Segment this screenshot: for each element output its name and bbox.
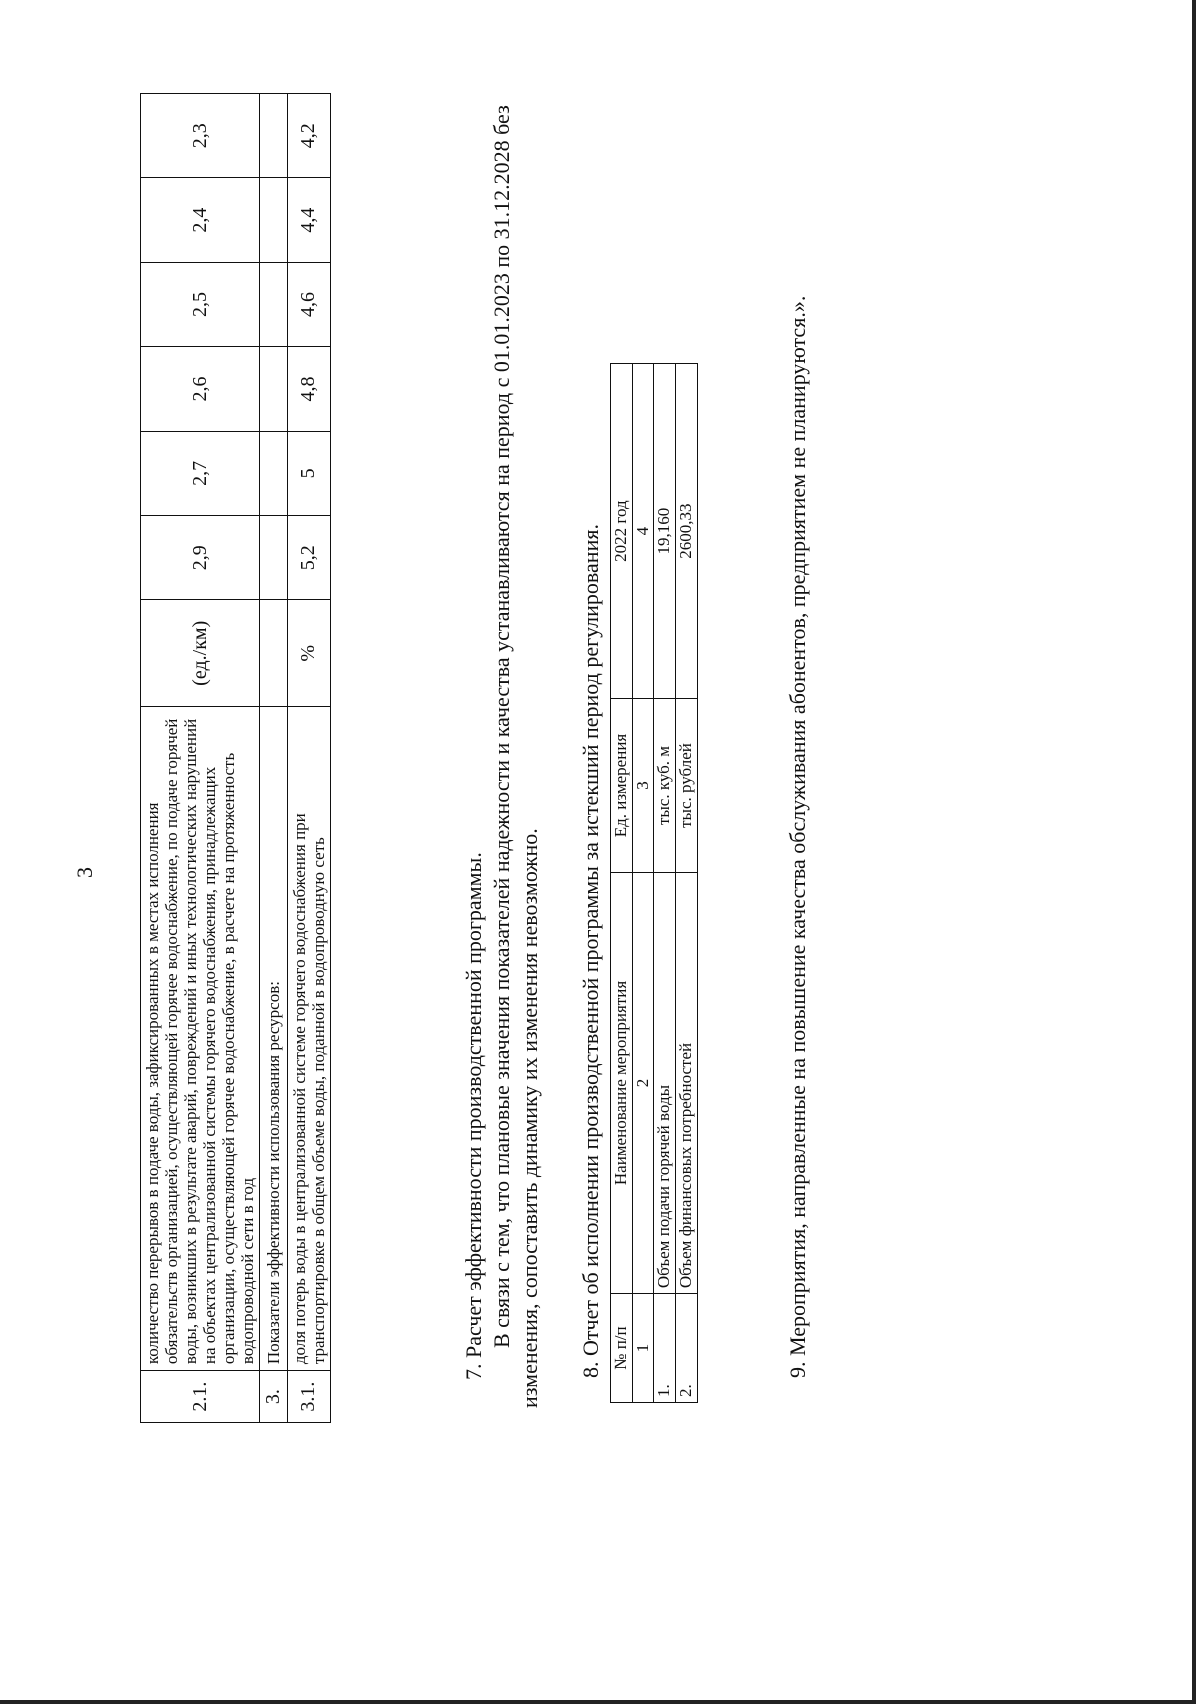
row-value — [260, 178, 287, 262]
table-row — [676, 364, 698, 1403]
row-unit: тыс. куб. м — [654, 699, 676, 873]
row-value: 4,8 — [287, 347, 330, 431]
section-7 — [460, 68, 544, 1408]
page-number: 3 — [72, 867, 97, 878]
row-value: 4,2 — [287, 94, 330, 178]
table-index-row — [632, 364, 654, 1403]
row-value: 2,9 — [141, 516, 260, 600]
row-name: Объем подачи горячей воды — [654, 872, 676, 1293]
row-number: 2. — [676, 1294, 698, 1403]
row-value — [260, 516, 287, 600]
table-row — [260, 94, 287, 1423]
row-value: 2,3 — [141, 94, 260, 178]
section-7-heading: 7. Расчет эффективности производственной программы. — [461, 852, 486, 1380]
section-9: 9. Мероприятия, направленные на повышение качества обслуживания абонентов, предприятием не планируются.». — [785, 295, 810, 1378]
row-value: 2600,33 — [676, 364, 698, 699]
row-value: 4,4 — [287, 178, 330, 262]
row-value: 5,2 — [287, 516, 330, 600]
column-header: Ед. измерения — [611, 699, 633, 873]
table-row — [141, 94, 260, 1423]
table-row — [654, 364, 676, 1403]
table-header-row — [611, 364, 633, 1403]
row-number: 1. — [654, 1294, 676, 1403]
row-unit: % — [287, 600, 330, 707]
row-number: 3.1. — [287, 1371, 330, 1423]
row-value: 19,160 — [654, 364, 676, 699]
row-value — [260, 347, 287, 431]
row-value: 5 — [287, 431, 330, 515]
row-name: Объем финансовых потребностей — [676, 872, 698, 1293]
row-unit — [260, 600, 287, 707]
report-table — [610, 363, 698, 1403]
column-header: № п/п — [611, 1294, 633, 1403]
column-index: 1 — [632, 1294, 654, 1403]
row-number: 3. — [260, 1371, 287, 1423]
indicators-table — [140, 93, 331, 1423]
row-unit: (ед./км) — [141, 600, 260, 707]
row-value — [260, 262, 287, 346]
section-8-heading: 8. Отчет об исполнении производственной программы за истекший период регулирования. — [578, 524, 603, 1378]
row-unit: тыс. рублей — [676, 699, 698, 873]
column-index: 2 — [632, 872, 654, 1293]
row-value: 2,6 — [141, 347, 260, 431]
row-value — [260, 431, 287, 515]
row-description: количество перерывов в подаче воды, зафиксированных в местах исполнения обязательств организацией, осуществляющей горячее водоснабжение, по подаче горячей воды, возникших в результате аварий, повреждений и иных технологических нарушений на объектах централизованной системы горячего водоснабжения, принадлежащих организации, осуществляющей горячее водоснабжение, в расчете на протяженность водопроводной сети в год — [141, 707, 260, 1371]
column-header: 2022 год — [611, 364, 633, 699]
column-index: 3 — [632, 699, 654, 873]
section-7-paragraph: В связи с тем, что плановые значения показателей надежности и качества устанавливаются на период с 01.01.2023 по 31.12.2028 без изменения, сопоставить динамику их изменения невозможно. — [489, 105, 543, 1408]
column-header: Наименование мероприятия — [611, 872, 633, 1293]
row-number: 2.1. — [141, 1371, 260, 1423]
row-description: доля потерь воды в централизованной системе горячего водоснабжения при транспортировке в общем объеме воды, поданной в водопроводную сеть — [287, 707, 330, 1371]
row-value: 2,5 — [141, 262, 260, 346]
column-index: 4 — [632, 364, 654, 699]
row-value: 2,4 — [141, 178, 260, 262]
table-row — [287, 94, 330, 1423]
row-value: 2,7 — [141, 431, 260, 515]
row-value — [260, 94, 287, 178]
row-value: 4,6 — [287, 262, 330, 346]
row-description: Показатели эффективности использования ресурсов: — [260, 707, 287, 1371]
